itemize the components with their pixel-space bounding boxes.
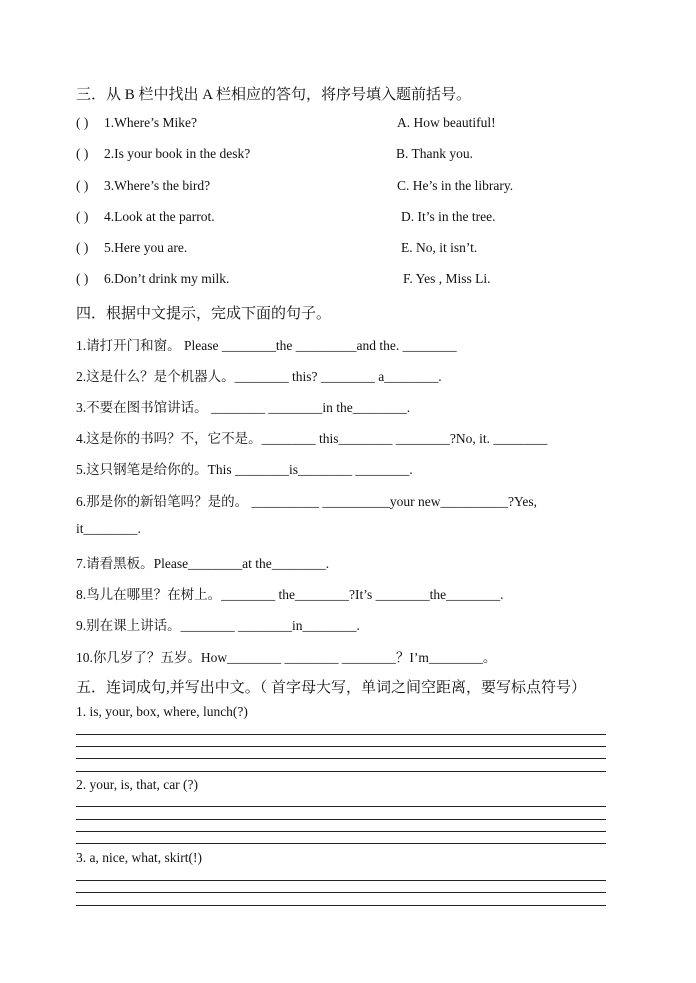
answer-option: F. Yes , Miss Li. bbox=[403, 271, 491, 286]
fill-in-sentence[interactable]: 2.这是什么？是个机器人。________ this? ________ a________. bbox=[76, 369, 442, 384]
answer-paren[interactable]: ( ) bbox=[76, 271, 89, 286]
fill-in-sentence[interactable]: 3.不要在图书馆讲话。 ________ ________in the________. bbox=[76, 400, 411, 415]
writing-line[interactable] bbox=[76, 734, 606, 735]
answer-paren[interactable]: ( ) bbox=[76, 240, 89, 255]
section3-heading: 三．从 B 栏中找出 A 栏相应的答句，将序号填入题前括号。 bbox=[76, 87, 472, 103]
fill-in-sentence[interactable]: 7.请看黑板。Please________at the________. bbox=[76, 556, 330, 571]
question-text: 1.Where’s Mike? bbox=[104, 115, 197, 130]
word-scramble-prompt: 3. a, nice, what, skirt(!) bbox=[76, 850, 202, 865]
writing-line[interactable] bbox=[76, 771, 606, 772]
fill-in-sentence[interactable]: 6.那是你的新铅笔吗？是的。 __________ __________your new__________?Yes, bbox=[76, 494, 537, 509]
section5-heading: 五．连词成句,并写出中文。（ 首字母大写，单词之间空距离，要写标点符号） bbox=[76, 680, 587, 696]
answer-paren[interactable]: ( ) bbox=[76, 115, 89, 130]
writing-line[interactable] bbox=[76, 831, 606, 832]
answer-option: C. He’s in the library. bbox=[397, 178, 514, 193]
writing-line[interactable] bbox=[76, 905, 606, 906]
writing-line[interactable] bbox=[76, 806, 606, 807]
writing-line[interactable] bbox=[76, 843, 606, 844]
answer-paren[interactable]: ( ) bbox=[76, 209, 89, 224]
fill-in-sentence[interactable]: 10.你几岁了？五岁。How________ ________ ________？I’m________。 bbox=[76, 650, 497, 665]
question-text: 6.Don’t drink my milk. bbox=[104, 271, 230, 286]
question-text: 4.Look at the parrot. bbox=[104, 209, 215, 224]
writing-line[interactable] bbox=[76, 819, 606, 820]
writing-line[interactable] bbox=[76, 746, 606, 747]
answer-paren[interactable]: ( ) bbox=[76, 178, 89, 193]
question-text: 5.Here you are. bbox=[104, 240, 188, 255]
question-text: 3.Where’s the bird? bbox=[104, 178, 211, 193]
word-scramble-prompt: 1. is, your, box, where, lunch(?) bbox=[76, 704, 248, 719]
word-scramble-prompt: 2. your, is, that, car (?) bbox=[76, 777, 199, 792]
fill-in-sentence[interactable]: 9.别在课上讲话。________ ________in________. bbox=[76, 618, 360, 633]
fill-in-sentence-continued[interactable]: it________. bbox=[76, 521, 141, 536]
section4-heading: 四．根据中文提示，完成下面的句子。 bbox=[76, 306, 332, 322]
writing-line[interactable] bbox=[76, 758, 606, 759]
answer-option: D. It’s in the tree. bbox=[401, 209, 496, 224]
fill-in-sentence[interactable]: 4.这是你的书吗？不，它不是。________ this________ ________?No, it. ________ bbox=[76, 431, 548, 446]
answer-option: B. Thank you. bbox=[396, 146, 473, 161]
fill-in-sentence[interactable]: 1.请打开门和窗。 Please ________the _________and the. ________ bbox=[76, 338, 457, 353]
answer-option: A. How beautiful! bbox=[397, 115, 496, 130]
fill-in-sentence[interactable]: 5.这只钢笔是给你的。This ________is________ ________. bbox=[76, 462, 413, 477]
answer-paren[interactable]: ( ) bbox=[76, 146, 89, 161]
writing-line[interactable] bbox=[76, 892, 606, 893]
question-text: 2.Is your book in the desk? bbox=[104, 146, 251, 161]
writing-line[interactable] bbox=[76, 880, 606, 881]
answer-option: E. No, it isn’t. bbox=[401, 240, 478, 255]
fill-in-sentence[interactable]: 8.鸟儿在哪里？在树上。________ the________?It’s ________the________. bbox=[76, 587, 504, 602]
